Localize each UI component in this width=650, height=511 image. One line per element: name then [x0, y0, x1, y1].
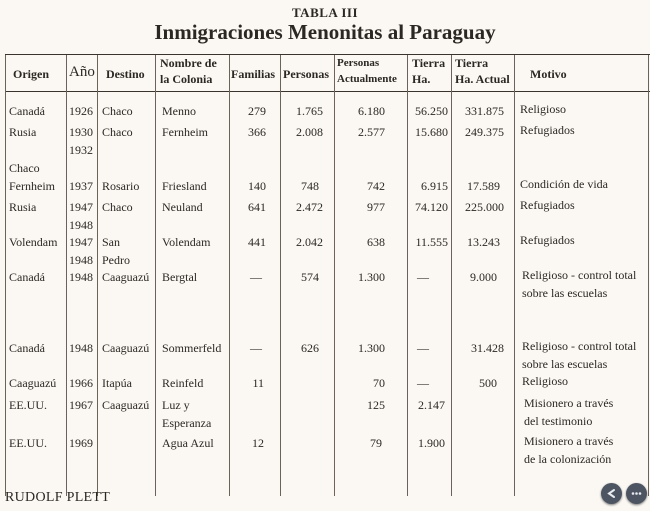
cell-nombre: Neuland: [162, 200, 203, 214]
cell-origen: Canadá: [9, 341, 45, 355]
cell-personas-actual: 6.180: [358, 104, 385, 118]
cell-tierra: 74.120: [415, 200, 448, 214]
cell-tierra: 11.555: [415, 235, 448, 249]
cell-destino: Rosario: [102, 179, 140, 193]
cell-personas-actual: 977: [367, 200, 385, 214]
cell-personas-actual: 2.577: [358, 125, 385, 139]
cell-nombre: Reinfeld: [162, 376, 204, 390]
cell-nombre: Friesland: [162, 179, 207, 193]
header-personas: Personas: [283, 67, 329, 81]
cell-tierra-actual: 13.243: [467, 235, 500, 249]
cell-destino: Caaguazú: [102, 270, 150, 284]
cell-nombre-2: Esperanza: [162, 416, 212, 430]
cell-personas-actual: 125: [367, 398, 385, 412]
header-destino: Destino: [106, 67, 145, 81]
cell-motivo: Religioso: [520, 102, 567, 116]
back-arrow-icon: [605, 487, 618, 500]
header-familias: Familias: [231, 67, 275, 81]
header-anio: Año: [69, 64, 95, 80]
author-credit: RUDOLF PLETT: [5, 490, 111, 505]
cell-anio: 1966: [69, 376, 93, 390]
cell-origen: Rusia: [9, 200, 37, 214]
cell-anio-2: 1932: [69, 143, 93, 157]
table-caption: TABLA III: [291, 5, 359, 20]
cell-nombre: Sommerfeld: [162, 341, 222, 355]
cell-personas-actual: 70: [373, 376, 385, 390]
cell-tierra: 1.900: [418, 436, 445, 450]
cell-origen: EE.UU.: [9, 398, 47, 412]
cell-familias: 441: [248, 235, 266, 249]
menu-button[interactable]: [626, 483, 647, 504]
cell-tierra: 56.250: [415, 104, 448, 118]
cell-tierra: —: [417, 270, 429, 284]
cell-personas-actual: 79: [370, 436, 382, 450]
cell-motivo: Religioso - control total: [522, 268, 637, 282]
cell-nombre: Bergtal: [162, 270, 198, 284]
cell-tierra-actual: 9.000: [470, 270, 497, 284]
column-divider: [514, 55, 515, 496]
cell-anio: 1937: [69, 179, 93, 193]
cell-motivo: Religioso - control total: [522, 339, 637, 353]
cell-personas: 2.472: [296, 200, 323, 214]
header-origen: Origen: [13, 67, 49, 81]
cell-familias: —: [250, 341, 262, 355]
cell-destino: Itapúa: [102, 376, 132, 390]
cell-destino-2: Pedro: [102, 253, 130, 267]
cell-motivo: Refugiados: [520, 233, 575, 247]
cell-familias: 366: [248, 125, 266, 139]
cell-origen: Fernheim: [9, 179, 55, 193]
cell-nombre: Volendam: [162, 235, 211, 249]
page-title: Inmigraciones Menonitas al Paraguay: [154, 20, 496, 44]
header-tierra-1: Tierra: [412, 56, 446, 70]
cell-familias: 12: [252, 436, 264, 450]
cell-origen: Canadá: [9, 270, 45, 284]
cell-destino: Chaco: [102, 104, 133, 118]
column-divider: [66, 55, 67, 496]
cell-familias: 140: [248, 179, 266, 193]
cell-tierra-actual: 17.589: [467, 179, 500, 193]
cell-anio: 1969: [69, 436, 93, 450]
header-rule: [5, 91, 650, 92]
cell-destino: San: [102, 235, 120, 249]
cell-tierra: —: [417, 376, 429, 390]
cell-anio: 1947: [69, 200, 93, 214]
cell-tierra-actual: 331.875: [465, 104, 504, 118]
cell-motivo: Religioso: [522, 374, 569, 388]
cell-familias: 11: [252, 376, 264, 390]
header-personas-actual-1: Personas: [337, 57, 380, 69]
table-top-rule: [5, 54, 650, 55]
cell-personas-actual: 638: [367, 235, 385, 249]
column-divider: [648, 55, 649, 496]
cell-origen: EE.UU.: [9, 436, 47, 450]
cell-personas-actual: 1.300: [358, 341, 385, 355]
cell-origen: Volendam: [9, 235, 58, 249]
cell-familias: 279: [248, 104, 266, 118]
cell-tierra-actual: 225.000: [465, 200, 504, 214]
cell-personas: 574: [301, 270, 319, 284]
cell-familias: —: [250, 270, 262, 284]
cell-nombre: Luz y: [162, 398, 190, 412]
cell-tierra-actual: 249.375: [465, 125, 504, 139]
cell-personas: 2.008: [296, 125, 323, 139]
header-tierra-actual-1: Tierra: [455, 56, 489, 70]
cell-tierra: 6.915: [421, 179, 448, 193]
column-divider: [5, 55, 6, 496]
cell-destino: Chaco: [102, 125, 133, 139]
cell-tierra: —: [417, 341, 429, 355]
cell-nombre: Menno: [162, 104, 196, 118]
cell-anio: 1948: [69, 270, 93, 284]
cell-tierra: 2.147: [418, 398, 445, 412]
cell-personas-actual: 1.300: [358, 270, 385, 284]
cell-nombre: Fernheim: [162, 125, 208, 139]
cell-anio: 1930: [69, 125, 93, 139]
cell-personas: 626: [301, 341, 319, 355]
cell-destino: Chaco: [102, 200, 133, 214]
header-tierra-actual-2: Ha. Actual: [455, 72, 510, 86]
column-divider: [155, 55, 156, 496]
cell-origen: Rusia: [9, 125, 37, 139]
cell-motivo-2: del testimonio: [524, 414, 593, 428]
cell-origen: Caaguazú: [9, 376, 57, 390]
header-tierra-2: Ha.: [412, 72, 431, 86]
more-dots-icon: [630, 487, 643, 500]
cell-anio: 1926: [69, 104, 93, 118]
cell-personas: 1.765: [296, 104, 323, 118]
header-personas-actual-2: Actualmente: [337, 73, 397, 85]
header-motivo: Motivo: [530, 67, 567, 81]
cell-personas: 2.042: [296, 235, 323, 249]
header-nombre-1: Nombre de: [160, 56, 217, 70]
cell-origen: Canadá: [9, 104, 45, 118]
cell-anio: 1948: [69, 341, 93, 355]
cell-motivo-2: sobre las escuelas: [522, 357, 608, 371]
cell-origen-pre: Chaco: [9, 161, 40, 175]
cell-anio-2: 1948: [69, 253, 93, 267]
cell-personas-actual: 742: [367, 179, 385, 193]
cell-tierra-actual: 31.428: [471, 341, 504, 355]
column-divider: [97, 55, 98, 496]
cell-tierra: 15.680: [415, 125, 448, 139]
cell-motivo-2: de la colonización: [524, 452, 612, 466]
cell-personas: 748: [301, 179, 319, 193]
cell-motivo: Refugiados: [520, 123, 575, 137]
cell-motivo: Misionero a través: [524, 396, 614, 410]
cell-tierra-actual: 500: [479, 376, 497, 390]
cell-nombre: Agua Azul: [162, 436, 214, 450]
cell-anio: 1947: [69, 235, 93, 249]
cell-anio: 1967: [69, 398, 93, 412]
cell-motivo-2: sobre las escuelas: [522, 286, 608, 300]
prev-page-button[interactable]: [601, 483, 622, 504]
header-nombre-2: la Colonia: [160, 72, 213, 86]
cell-anio-2: 1948: [69, 218, 93, 232]
cell-motivo: Misionero a través: [524, 434, 614, 448]
cell-motivo: Condición de vida: [520, 177, 608, 191]
cell-destino: Caaguazú: [102, 398, 150, 412]
cell-motivo: Refugiados: [520, 198, 575, 212]
cell-familias: 641: [248, 200, 266, 214]
cell-destino: Caaguazú: [102, 341, 150, 355]
